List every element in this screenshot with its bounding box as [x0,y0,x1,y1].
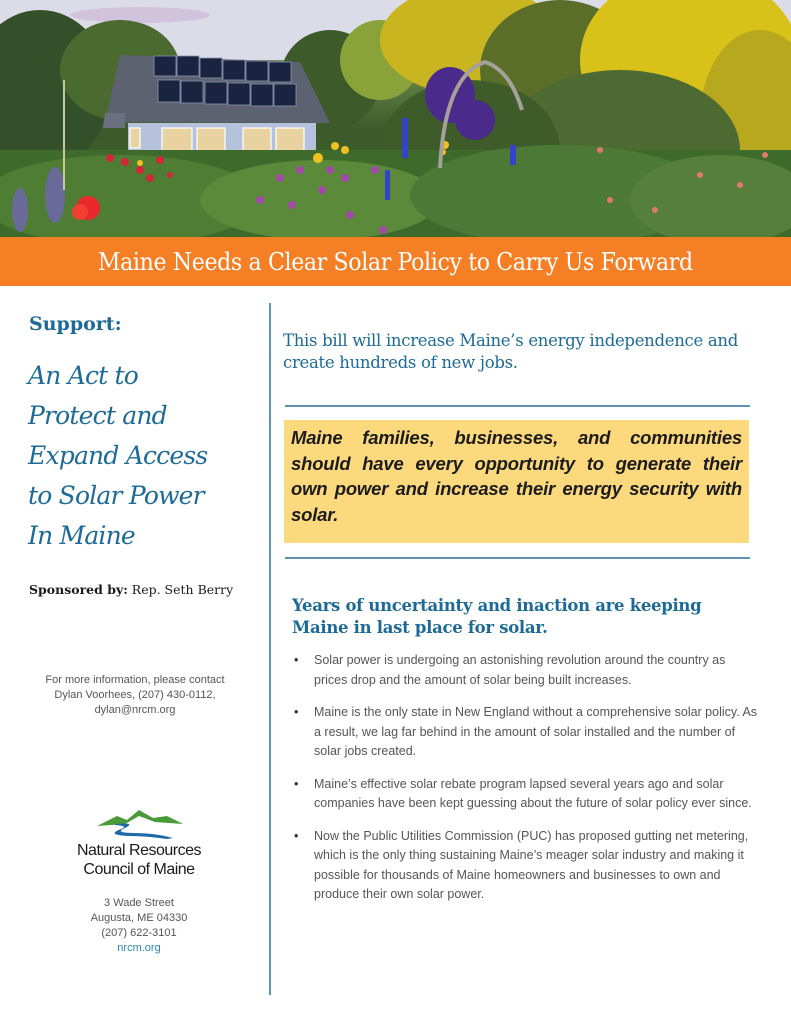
callout-text: Maine families, businesses, and communities should have every opportunity to generate their own power and increase their energy security with solar. [291,427,742,525]
sponsor-line [29,582,233,597]
address-city: Augusta, ME 04330 [90,912,188,924]
horizontal-rule [285,557,750,559]
contact-info [0,673,270,718]
hero-photo [0,0,791,237]
list-item-text: Maine’s effective solar rebate program lapsed several years ago and solar companies have been kept guessing about the future of solar policy ever since. [314,776,752,810]
solar-house-photo [0,0,791,237]
sponsor-label: Sponsored by: [29,582,128,597]
act-title-line: Expand Access [28,441,208,470]
mountain-river-logo-icon [95,808,185,845]
callout-box [284,420,749,543]
bullet-list [292,651,762,918]
org-address [0,896,278,956]
contact-line: For more information, please contact [45,674,225,686]
org-phone: (207) 622-3101 [101,927,177,939]
support-label: Support: [29,313,122,335]
sponsor-name: Rep. Seth Berry [127,582,234,597]
contact-name-phone: Dylan Voorhees, (207) 430-0112, [54,689,216,701]
column-divider [269,303,271,995]
list-item-text: Now the Public Utilities Commission (PUC) has proposed gutting net metering, which is the only thing sustaining Maine’s meager solar industry and making it possible for thousands of Maine homeowners and businesses to own and produce their own solar power. [314,828,749,901]
act-title-line: In Maine [28,521,135,550]
list-item [292,827,762,905]
list-item-text: Maine is the only state in New England without a comprehensive solar policy. As a result, we lag far behind in the amount of solar installed and the number of solar jobs created. [314,705,758,758]
bullet-icon: • [294,828,299,843]
list-item [292,651,762,690]
list-item [292,703,762,762]
bullet-icon: • [294,705,299,719]
list-item-text: Solar power is undergoing an astonishing revolution around the country as prices drop and the amount of solar being built increases. [314,653,726,687]
org-website-link[interactable]: nrcm.org [117,942,161,954]
bullet-icon: • [294,653,299,667]
banner-title: Maine Needs a Clear Solar Policy to Carry Us Forward [98,247,693,276]
address-street: 3 Wade Street [104,897,174,909]
org-name-line: Natural Resources [77,842,201,859]
act-title [28,356,268,556]
section-heading: Years of uncertainty and inaction are keeping Maine in last place for solar. [292,596,702,637]
lead-statement: This bill will increase Maine’s energy independence and create hundreds of new jobs. [283,331,739,372]
left-column [0,286,270,1024]
title-banner [0,237,791,286]
act-title-line: Protect and [28,401,167,430]
bullet-icon: • [294,776,299,791]
org-name-line: Council of Maine [83,861,195,878]
org-name [0,841,278,879]
act-title-line: An Act to [28,361,139,390]
horizontal-rule [285,405,750,407]
act-title-line: to Solar Power [28,481,204,510]
contact-email[interactable]: dylan@nrcm.org [94,704,176,716]
list-item [292,775,762,814]
